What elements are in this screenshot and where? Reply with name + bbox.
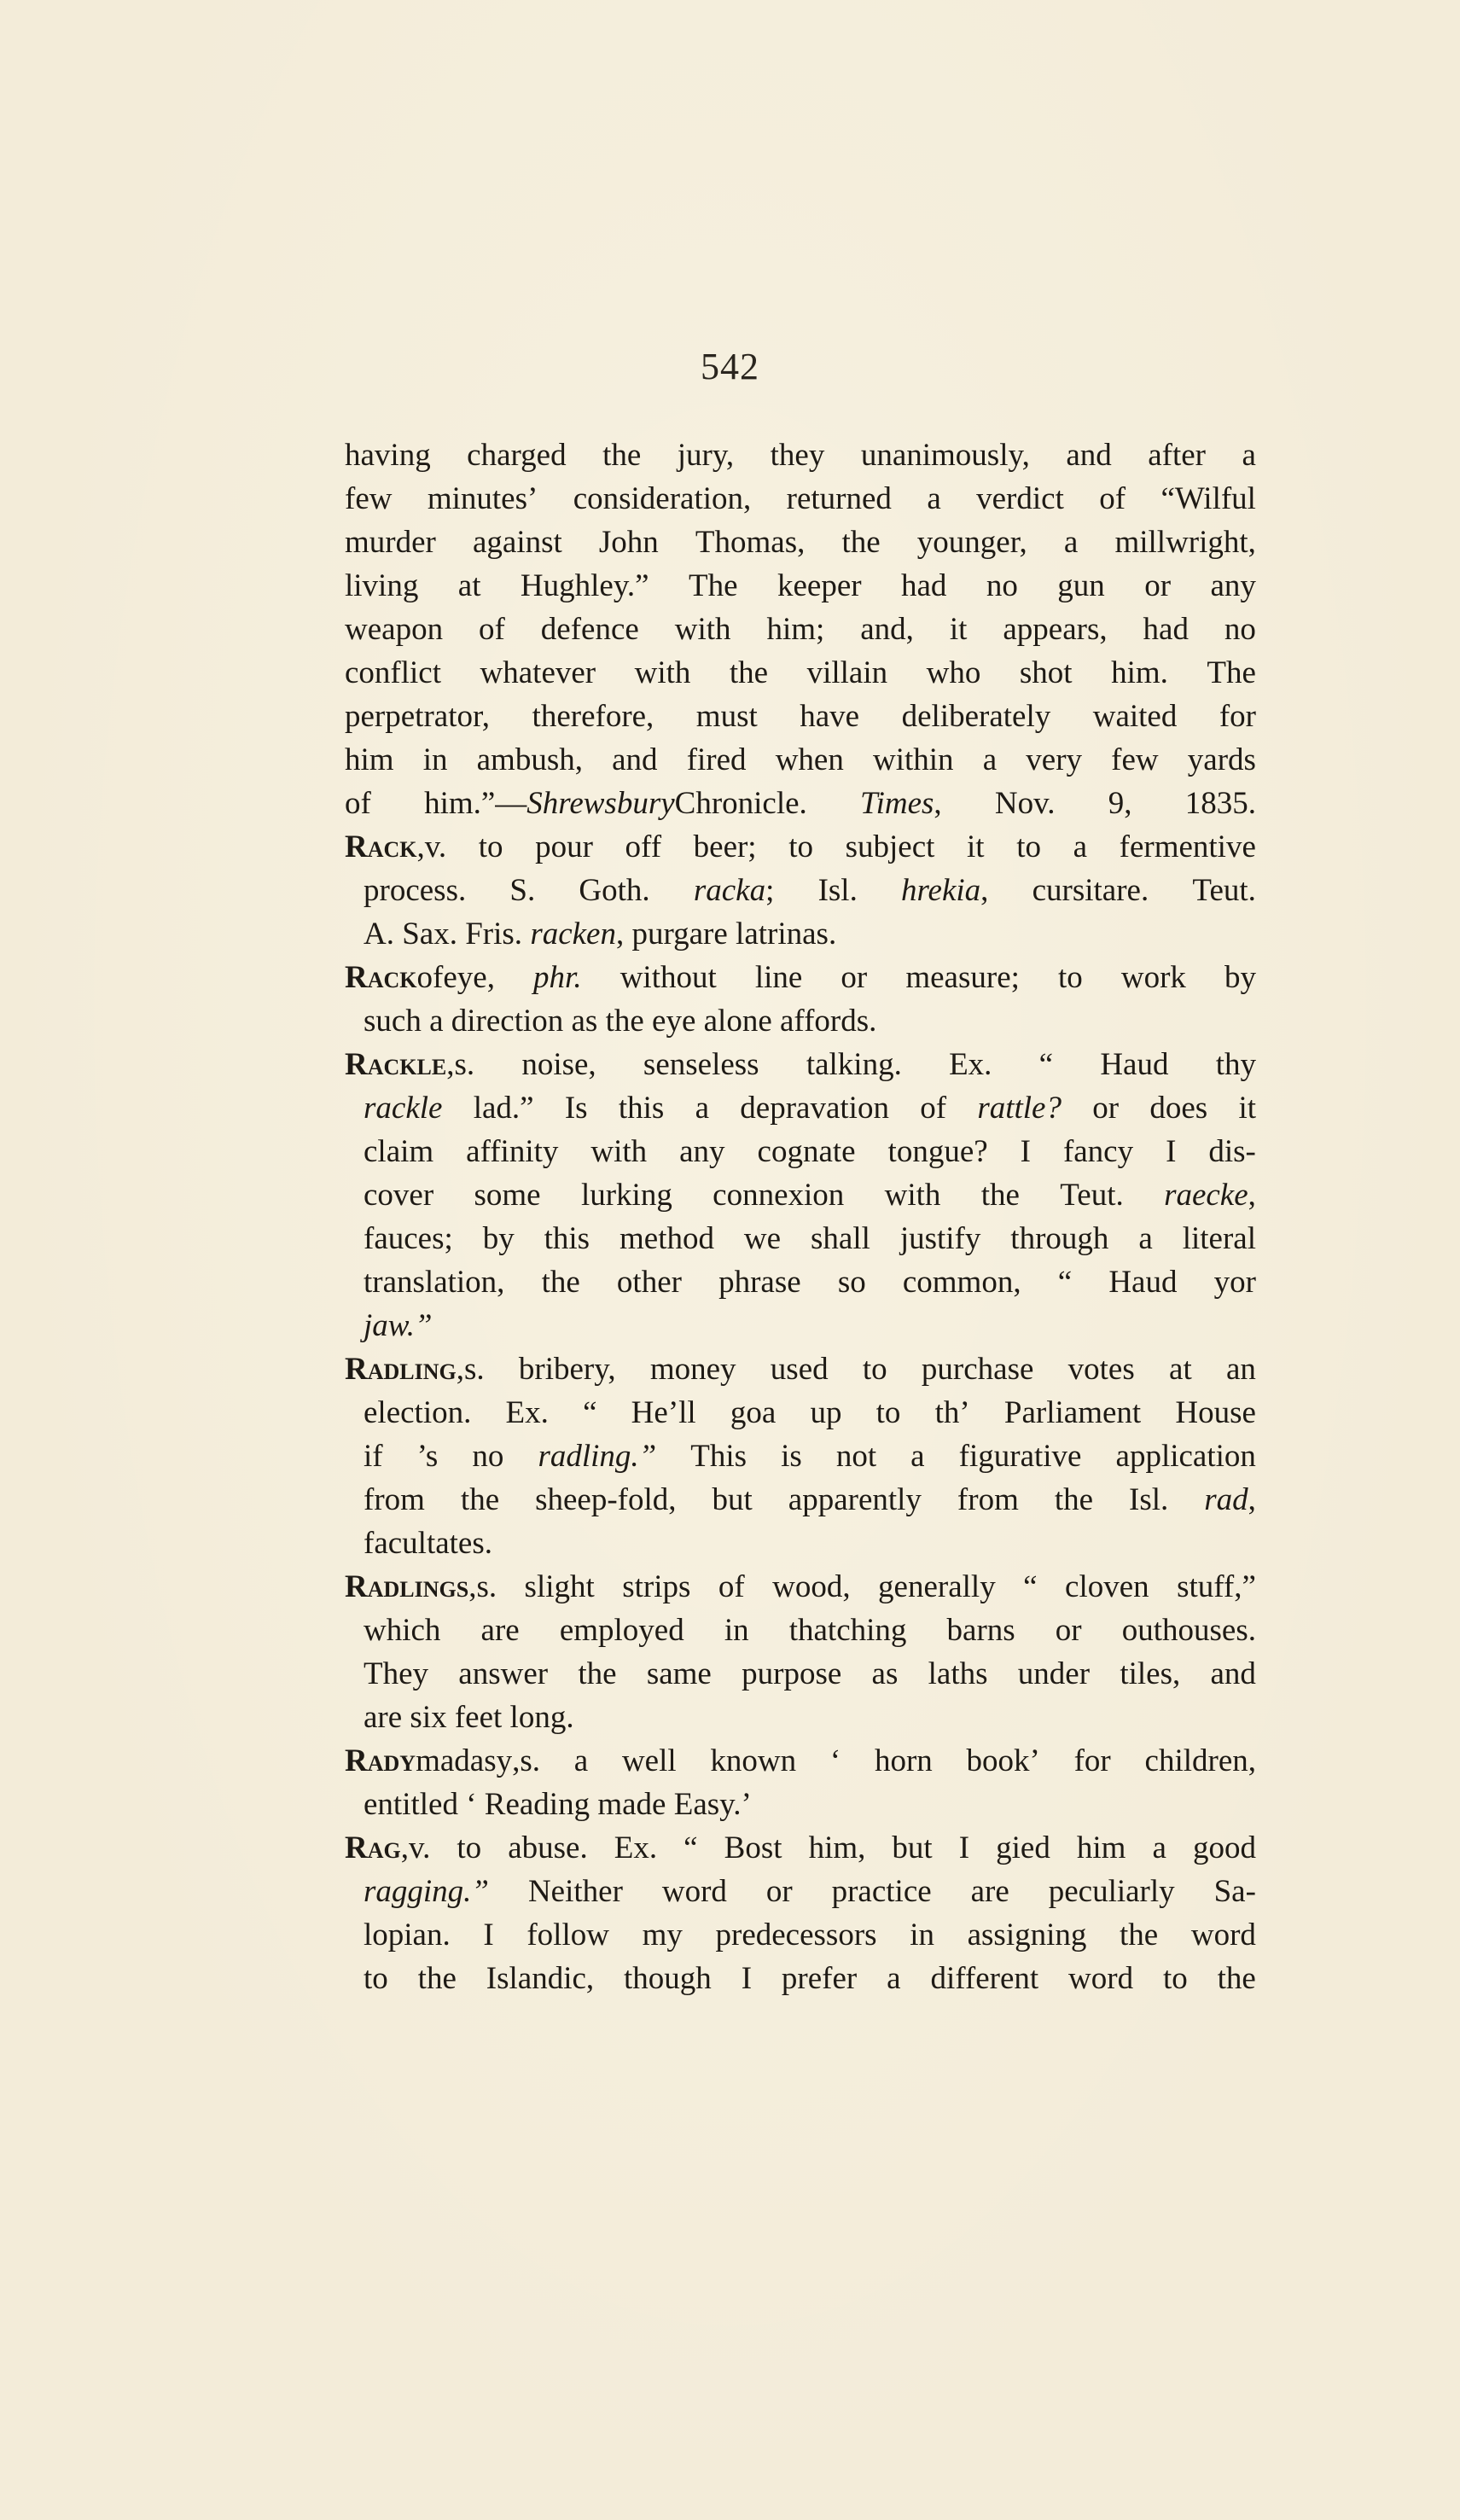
text-line: of him.”—ShrewsburyChronicle. Times, Nov. 9, 1835. <box>345 786 1256 821</box>
text-line: are six feet long. <box>364 1700 574 1735</box>
text-line: weapon of defence with him; and, it appears, had no <box>345 612 1256 647</box>
text-line: claim affinity with any cognate tongue? I fancy I dis- <box>364 1134 1256 1169</box>
text-line: such a direction as the eye alone affords. <box>364 1004 877 1039</box>
text-line: Rag,v. to abuse. Ex. “ Bost him, but I gied him a good <box>345 1830 1256 1865</box>
text-line: ragging.” Neither word or practice are peculiarly Sa- <box>364 1874 1256 1909</box>
text-line: Rackofeye, phr. without line or measure; to work by <box>345 960 1256 995</box>
text-line: conflict whatever with the villain who shot him. The <box>345 655 1256 690</box>
text-line: They answer the same purpose as laths under tiles, and <box>364 1656 1256 1691</box>
text-line: jaw.” <box>364 1308 433 1343</box>
text-line: him in ambush, and fired when within a very few yards <box>345 742 1256 777</box>
text-line: living at Hughley.” The keeper had no gun or any <box>345 568 1256 603</box>
text-line: Rack,v. to pour off beer; to subject it to a fermentive <box>345 829 1256 864</box>
text-line: if ’s no radling.” This is not a figurative application <box>364 1439 1256 1474</box>
text-line: facultates. <box>364 1526 492 1561</box>
text-block <box>345 434 1256 2000</box>
text-line: Rackle,s. noise, senseless talking. Ex. “ Haud thy <box>345 1047 1256 1082</box>
text-line: fauces; by this method we shall justify through a literal <box>364 1221 1256 1256</box>
text-line: cover some lurking connexion with the Teut. raecke, <box>364 1178 1256 1213</box>
text-line: process. S. Goth. racka; Isl. hrekia, cursitare. Teut. <box>364 873 1256 908</box>
text-line: rackle lad.” Is this a depravation of rattle? or does it <box>364 1091 1256 1126</box>
text-line: murder against John Thomas, the younger, a millwright, <box>345 525 1256 560</box>
text-line: A. Sax. Fris. racken, purgare latrinas. <box>364 917 837 952</box>
text-line: translation, the other phrase so common, “ Haud yor <box>364 1265 1256 1300</box>
text-line: having charged the jury, they unanimously, and after a <box>345 438 1256 473</box>
text-line: election. Ex. “ He’ll goa up to th’ Parliament House <box>364 1395 1256 1430</box>
page-number: 542 <box>701 346 759 387</box>
text-line: perpetrator, therefore, must have deliberately waited for <box>345 699 1256 734</box>
text-line: Radling,s. bribery, money used to purchase votes at an <box>345 1352 1256 1387</box>
text-line: Radymadasy,s. a well known ‘ horn book’ for children, <box>345 1743 1256 1778</box>
text-line: few minutes’ consideration, returned a verdict of “Wilful <box>345 481 1256 516</box>
text-line: which are employed in thatching barns or outhouses. <box>364 1613 1256 1648</box>
text-line: to the Islandic, though I prefer a different word to the <box>364 1961 1256 1996</box>
text-line: entitled ‘ Reading made Easy.’ <box>364 1787 752 1822</box>
text-line: from the sheep-fold, but apparently from the Isl. rad, <box>364 1482 1256 1517</box>
text-line: lopian. I follow my predecessors in assigning the word <box>364 1918 1256 1953</box>
text-line: Radlings,s. slight strips of wood, generally “ cloven stuff,” <box>345 1569 1256 1604</box>
